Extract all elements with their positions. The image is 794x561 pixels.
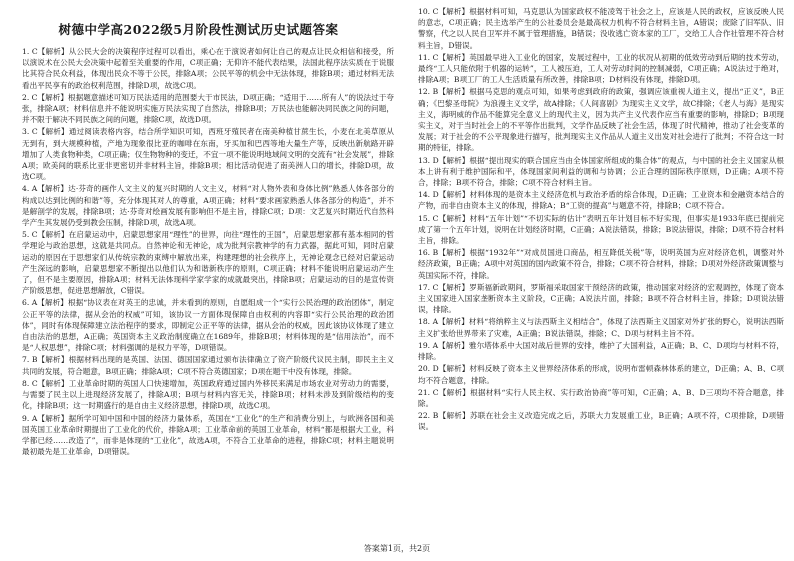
answer-item: 11. C【解析】英国最早进入工业化的国家，发展过程中，工业的状况从初期的低效劳动到后期的技术劳动，最终“工人只能依附于机器的运转”，工人被压迫，工人对劳动时间的控制减弱，C项正确；A说法过于绝对，排除A项；B项工厂的工人生活质量有所改善，排除B项；D材料没有体现，排除D项。 [418, 52, 784, 85]
answer-item: 8. C【解析】工业革命时期的英国人口快速增加，英国政府通过国内外移民来满足市场农业对劳动力的需要，与需要了民主以上进现经济发展了，排除A项；B项与材料内容无关，排除B项；材料未涉及到阶级结构的变化，排除B项；这一时期盛行的是自由主义经济思想，排除D项，故选C项。 [22, 378, 394, 411]
answer-item: 21. C【解析】根据材料“实行人民主权、实行政治协商”等可知，C正确；A、B、D三项均不符合题意，排除。 [418, 387, 784, 408]
answer-item: 6. A【解析】根据“协议表在对英王的忠诚，并未看到的原则，自愿组成一个“实行公民治理的政治团体”，制定公正平等的法律，据从会治的权威”可知，该协议一方面体现保障自由权利的内容即“实行公民治理的政治团体”，同时有体现保障建立法治程序的要求，即制定公正平等的法律，据从会治的权威，因此该协议体现了建立自由法治的思想，A正确；英国资本主义政治制度确立在1689年，排除B项；材料体现的是“信用法治”，而不是“人权思想”，排除C项；材料强调的是权力平等，D项错误。 [22, 298, 394, 353]
answer-item: 7. B【解析】根据材料出现的是英国、法国、德国国家通过颁布法律确立了资产阶级代议民主制，即民主主义共同的发展，符合题意，B项正确；排除A项；C项不符合英德国家；D项在题干中没有体现，排除。 [22, 355, 394, 376]
page-footer: 答案第1页，共2页 [363, 544, 431, 553]
answer-item: 17. C【解析】罗斯福新政期间，罗斯福采取国家干预经济的政策，推动国家对经济的宏观调控，体现了资本主义国家进入国家垄断资本主义阶段，C正确；A说法片面，排除；B项不符合材料主旨，排除；D项说法错误，排除。 [418, 282, 784, 315]
right-answer-column [418, 6, 784, 434]
answer-item: 18. A【解析】材料“将纳粹主义与法西斯主义相结合”，体现了法西斯主义国家对外扩张的野心，说明法西斯主义扩张给世界带来了灾难，A正确；B说法错误，排除；C、D项与材料主旨不符。 [418, 317, 784, 338]
answer-item: 16. B【解析】根据“1932年”“对成员国进口商品，相互降低关税”等，说明英国为应对经济危机，调整对外经济政策，B正确；A项中对英国的国内政策不符合，排除；C项不符合材料，排除；D项对外经济政策调整与英国实际不符，排除。 [418, 248, 784, 280]
answer-item: 14. D【解析】材料体现的是资本主义经济危机与政治矛盾的综合体现，D正确；工业资本和金融资本结合的产物，而非自由资本主义的体现，排除A；B“工资的提高”与题意不符，排除B；C项不符合。 [418, 190, 784, 211]
answer-item: 19. A【解析】雅尔塔体系中大国对战后世界的安排，维护了大国利益，A正确；B、C、D项均与材料不符，排除。 [418, 340, 784, 362]
answer-item: 22. B【解析】苏联在社会主义改造完成之后，苏联大力发展重工业，B正确；A项不符，C项排除，D项错误。 [418, 411, 784, 432]
answer-item: 1. C【解析】从公民大会的决策程序过程可以看出，乘心在于演说者如何让自己的观点让民众相信和接受，所以演说术在公民大会决策中起着至关重要的作用，C项正确；无仰许不能代表结果，法国此程序法实质在于说服比其符合民众利益，体现出民众不等于公民，排除A项；公民平等的机会中无法体现，排除B项；通过材料无法看出平民享有的政治权利范围，排除D项，故选C项。 [22, 47, 394, 90]
page-title: 树德中学高2022级5月阶段性测试历史试题答案 [58, 22, 339, 37]
answer-item: 13. D【解析】根据“提出现实的联合国应当由全体国家所组成的集合体”的观点，与中国的社会主义国家从根本上讲有利于维护国际和平，体现国家间利益的调和与协调；公正合理的国际秩序原则，D正确；A项不符合，排除；B项不符合，排除；C项不符合材料主旨。 [418, 155, 784, 188]
answer-item: 4. A【解析】达·芬奇的画作人文主义的复兴时期的人文主义，材料“对人物外表和身体比例”熟悉人体各部分的构成以达到比例的和谐”等，充分体现其对人的尊重，A项正确；材料“要求画家熟悉人体各部分的构造”，并不是解剖学的发展，排除B项；达·芬奇对绘画发展有影响但不是主旨，排除C项；D项：文艺复兴时期近代自然科学产生其发展仍受到教会压制，排除D项，故选A项。 [22, 184, 394, 228]
answer-item: 10. C【解析】根据材料可知，马克思认为国家政权不能凌驾于社会之上，应该是人民的政权，应该反映人民的意志，C项正确；民主选举产生的公社委员会是最高权力机构不符合材料主旨，A错误；废除了旧军队、旧警察，代之以人民自卫军并不属于管理措施，B错误；没收逃亡资本家的工厂，交给工人合作社管理不符合材料主旨，D错误。 [418, 7, 784, 50]
answer-item: 12. B【解析】根据马克思的观点可知，如果考虑到政府的政策，强调应该重视人道主义，提出“正义”，B正确；《巴黎圣母院》为浪漫主义文学，故A排除；《人间喜剧》为现实主义文学，故C排除；《老人与海》是现实主义，海明威的作品不能算完全意义上的现代主义，因为共产主义代表作应当有重要的影响，排除D；B项现实主义，对于当时社会上的不平等作出批判，文学作品反映了社会生活，体现了时代精神，推动了社会变革的发展；对于社会的不公平现象进行描写，批判现实主义作品从人道主义出发对社会进行了批判；不符合这一时期的特征，排除。 [418, 87, 784, 153]
answer-item: 9. A【解析】据所学可知中国和中国的经济力量体系，英国在“工业化”的生产和消费分别上，与欧洲各国和美国英国工业革命时期提出了工业化的代价，排除A项；工业革命前的英国工业革命，材料“都是根据大工业，科学都已经……改造了”，而非是体现的“工业化”，故选A项，不符合工业革命的进程，排除C项；材料主题说明最初最先是工业革命，D项错误。 [22, 413, 394, 457]
answer-item: 3. C【解析】通过阅读表格内容，结合所学知识可知，西班牙殖民者在南美种植甘蔗生长，小麦在北美草原从无到有，到大规模种植，产地为现象很比亚的咖啡在东南，牙买加和巴西等地大量生产等，反映出新航路开辟增加了人类食物种类，C项正确；仅生物物种的变迁，不宜一项不能说明地域间文明的交流有“社会发展”，排除A项；欧美间的联系比亚非更密切并非材料主旨，排除B项；相比活动促进了南美洲人口的增长，排除D项，故选C项。 [22, 127, 394, 182]
left-answer-column [22, 46, 394, 458]
answer-item: 20. D【解析】材料反映了资本主义世界经济体系的形成，说明布雷顿森林体系的建立，D正确；A、B、C项均不符合题意，排除。 [418, 364, 784, 385]
answer-item: 15. C【解析】材料“五年计划”“不切实际的估计”表明五年计划目标不好实现，但事实是1933年底已提前完成了第一个五年计划，说明在计划经济时期，C正确；A说法错误，排除；B说法错误，排除；D项不符合材料主旨，排除。 [418, 213, 784, 246]
answer-item: 5. C【解析】在启蒙运动中，启蒙思想家用“理性”的世界，向往“理性的王国”，启蒙思想家都有基本相同的哲学理论与政治思想，这就是共同点。自然神论和无神论，成为批判宗教神学的有力武器，据此可知，同时启蒙运动的原因在于思想家们从传统宗教的束缚中解放出来，构建理想的社会秩序上，无神论观念已经对启蒙运动产生深远的影响，启蒙思想家不断提出以他们认为和谐新秩序的原则，C项正确；材料不能说明启蒙运动产生了，但不是主要原因，排除A项；材料无法体现科学家学家的成就最突出，排除B项；启蒙运动的目的是宣传资产阶级思想，促进思想解放，C错误。 [22, 230, 394, 296]
answer-item: 2. C【解析】根据题意描述可知万民法适用的范围要大于市民法，D项正确；“适用于……所有人”的说法过于夸张，排除A项；材料信息并不能说明实施万民法实现了自然法，排除B项；万民法也能解决同民族之间的问题，并不限于解决不同民族之间的问题，排除C项，故选D项。 [22, 92, 394, 125]
